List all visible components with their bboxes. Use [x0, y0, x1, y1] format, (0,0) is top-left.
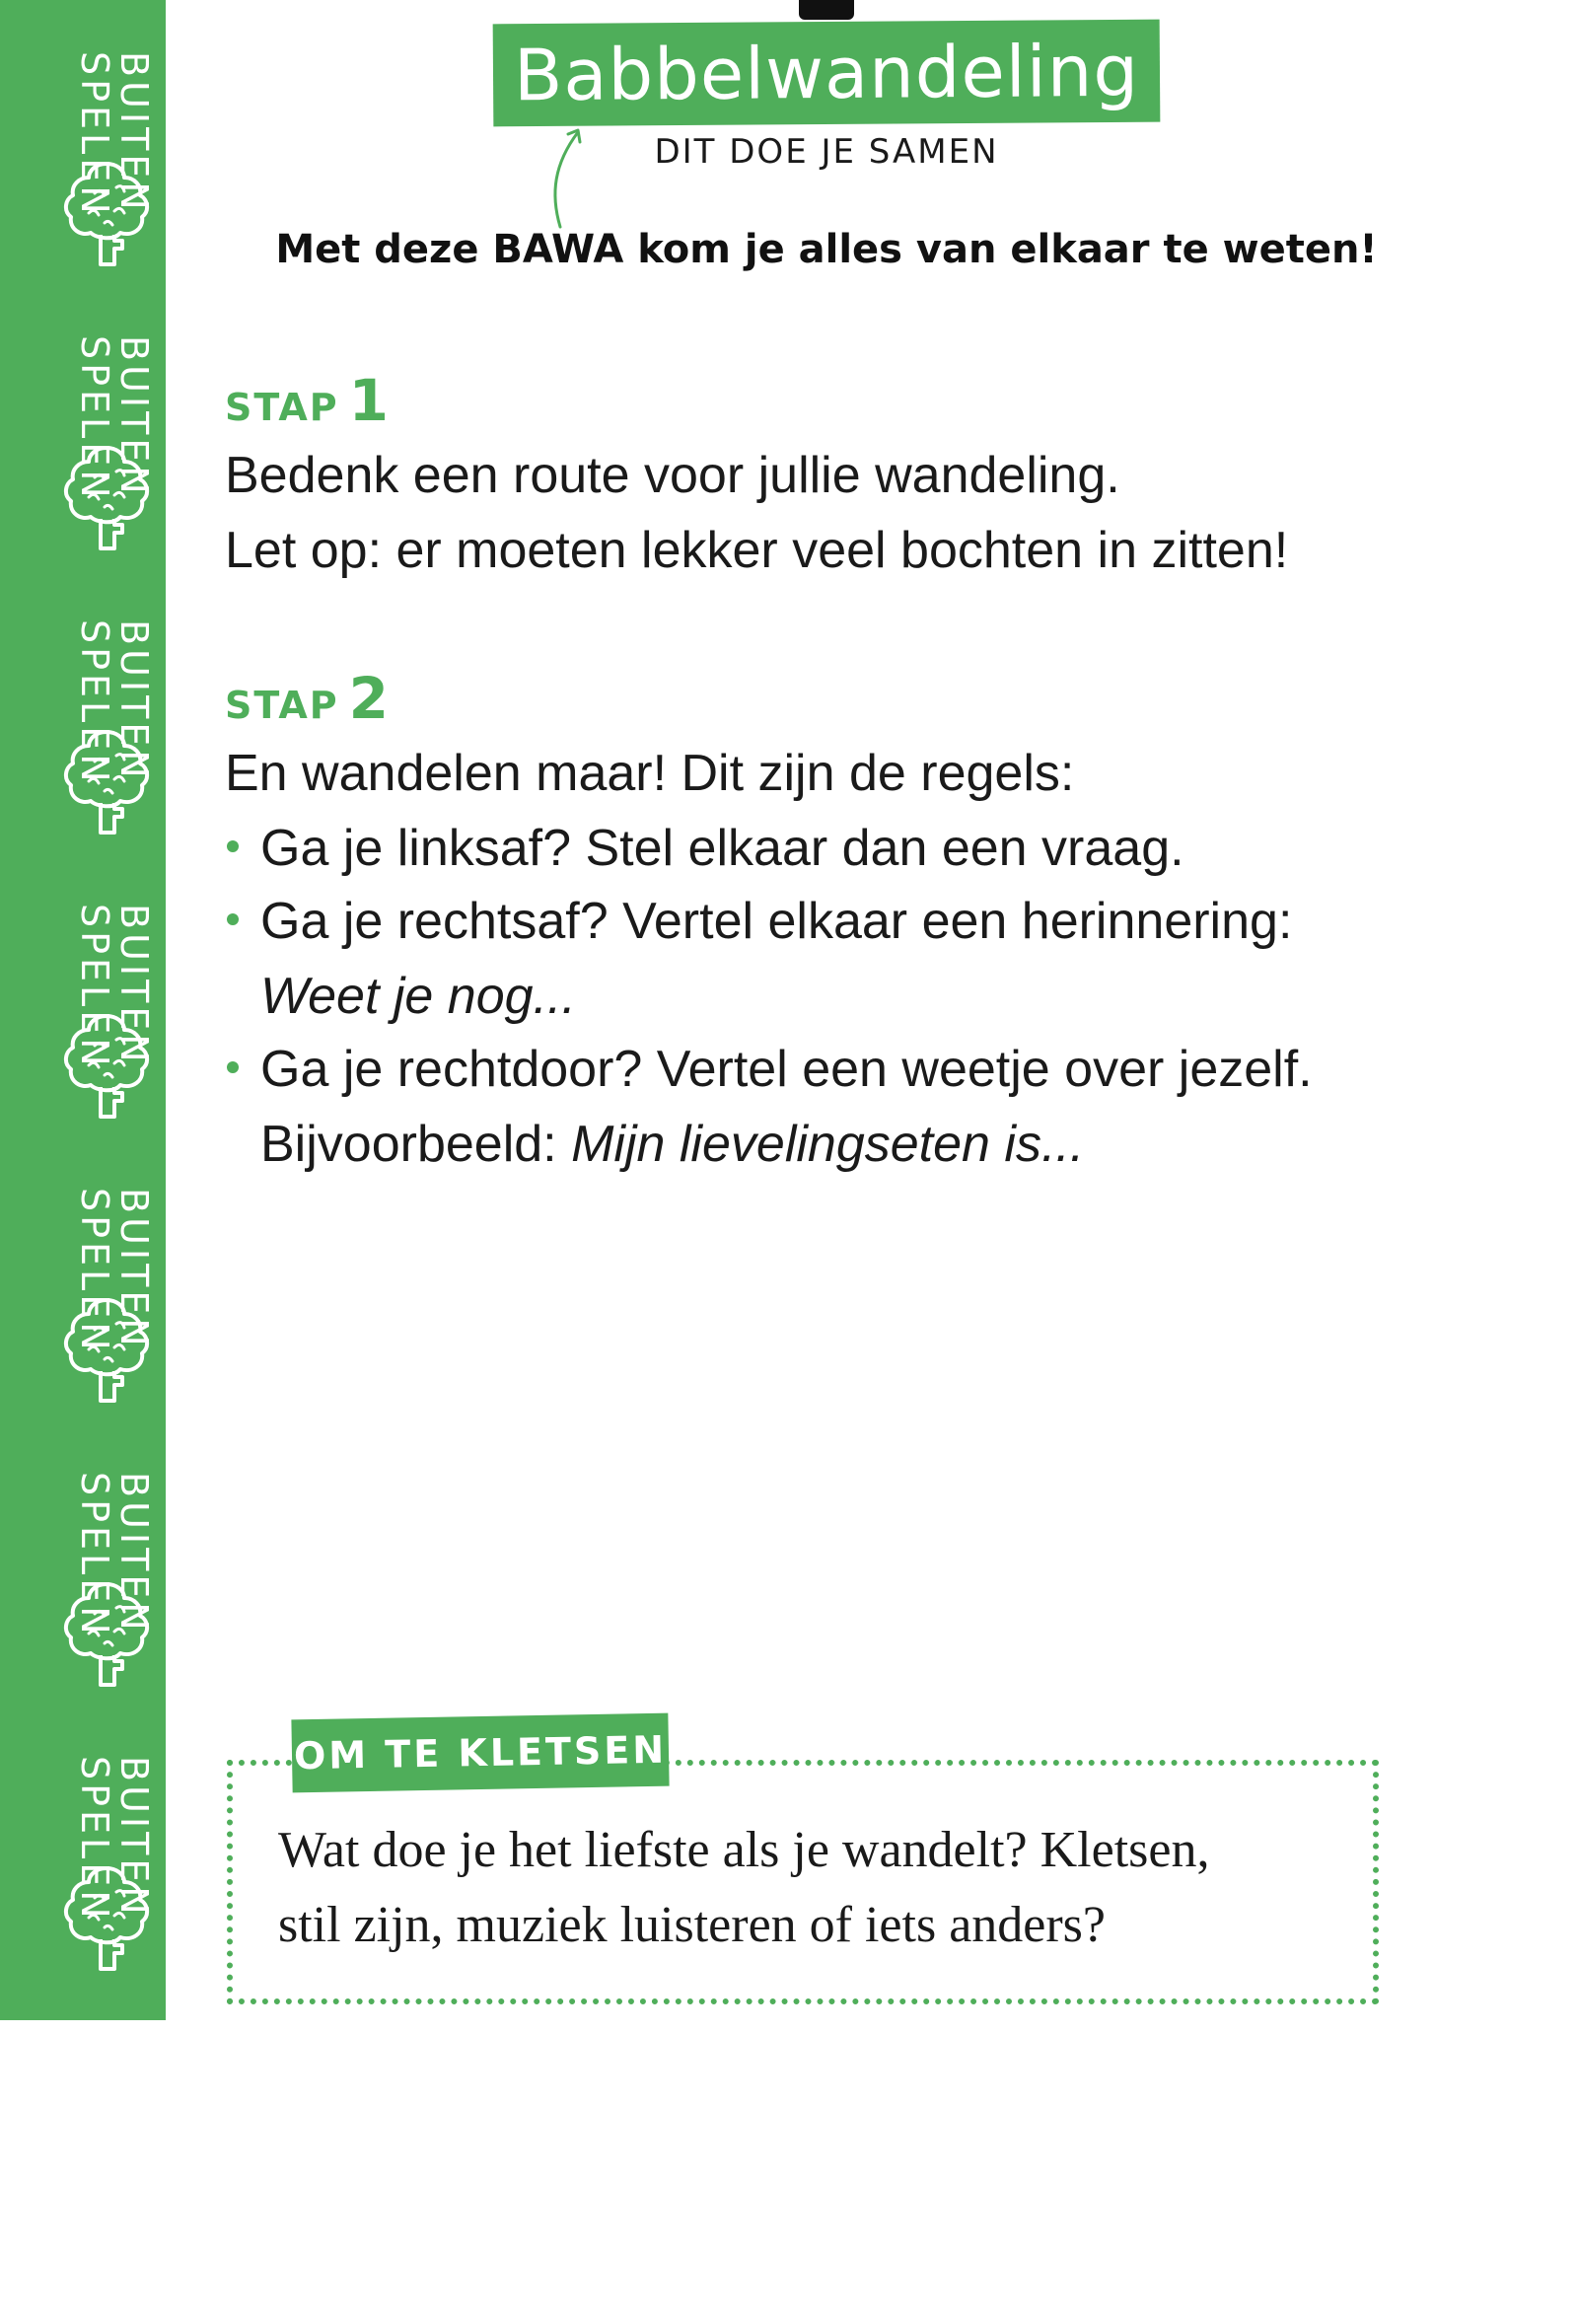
sidebar-label-line-2: SPELEN	[73, 1188, 116, 1354]
sidebar-strip-unit	[0, 335, 166, 619]
tree-icon	[59, 726, 154, 836]
step-1-heading	[225, 367, 389, 434]
sidebar-strip-unit	[0, 619, 166, 904]
step-1-line-1: Bedenk een route voor jullie wandeling.	[225, 447, 1120, 504]
rule-straight-example	[260, 1115, 1084, 1174]
rule-straight: Ga je rechtdoor? Vertel een weetje over jezelf.	[260, 1041, 1313, 1098]
rule-right-example: Weet je nog...	[260, 968, 576, 1025]
page-title: Babbelwandeling	[513, 29, 1140, 117]
sidebar-label-line-2: SPELEN	[73, 619, 116, 786]
chat-line-1: Wat doe je het liefste als je wandelt? Kletsen,	[278, 1822, 1210, 1878]
subtitle: DIT DOE JE SAMEN	[654, 132, 999, 172]
step-1-line-2: Let op: er moeten lekker veel bochten in zitten!	[225, 522, 1289, 579]
chat-label-banner	[291, 1713, 669, 1793]
sidebar-strip-unit	[0, 0, 166, 51]
chat-label: OM TE KLETSEN	[293, 1727, 668, 1779]
sidebar-strip-unit	[0, 904, 166, 1188]
title-banner	[493, 20, 1161, 127]
tree-icon	[59, 1294, 154, 1405]
step-2-label: STAP	[225, 684, 339, 727]
sidebar-label-line-1: BUITEN	[112, 2040, 156, 2203]
step-2-number: 2	[348, 665, 389, 732]
sidebar-label-line-2: SPELEN	[73, 904, 116, 1070]
sidebar-label-line-1: BUITEN	[112, 619, 156, 782]
sidebar-strip-unit	[0, 1756, 166, 2040]
arrow-icon	[540, 124, 590, 233]
sidebar-strip-unit	[0, 1188, 166, 1472]
bullet-dot	[227, 1061, 239, 1073]
top-tab-marker	[799, 0, 854, 20]
sidebar-strip-unit	[0, 1472, 166, 1756]
sidebar-label-line-1: BUITEN	[112, 335, 156, 498]
sidebar-strip-unit	[0, 51, 166, 335]
tree-icon	[59, 1862, 154, 1973]
example-prefix: Bijvoorbeeld:	[260, 1116, 572, 1173]
rule-left: Ga je linksaf? Stel elkaar dan een vraag.	[260, 820, 1184, 877]
rule-right: Ga je rechtsaf? Vertel elkaar een herinnering:	[260, 893, 1293, 950]
sidebar-strip	[0, 0, 166, 2207]
sidebar-label-line-2: SPELEN	[73, 1472, 116, 1638]
step-1-number: 1	[348, 367, 389, 434]
bullet-dot	[227, 913, 239, 925]
chat-line-2: stil zijn, muziek luisteren of iets anders?	[278, 1897, 1106, 1953]
tree-icon	[59, 1010, 154, 1121]
sidebar-strip-unit	[0, 2040, 166, 2324]
chat-box	[227, 1760, 1379, 2004]
tree-icon	[59, 1578, 154, 1689]
sidebar-label-line-2: SPELEN	[73, 51, 116, 218]
example-italic: Mijn lievelingseten is...	[571, 1116, 1085, 1173]
sidebar-label-line-1: BUITEN	[112, 1188, 156, 1350]
tree-icon	[59, 158, 154, 268]
step-2-heading	[225, 665, 389, 732]
sidebar-label-line-2: SPELEN	[73, 335, 116, 502]
sidebar-label	[16, 0, 154, 32]
sidebar-label-line-2	[75, 0, 114, 32]
step-1-label: STAP	[225, 386, 339, 429]
sidebar-label-line-2: SPELEN	[73, 2040, 116, 2207]
sidebar-label-line-2: SPELEN	[73, 1756, 116, 1923]
sidebar-label-line-1: BUITEN	[112, 904, 156, 1066]
sidebar-label-line-1	[114, 0, 154, 32]
sidebar-label-line-1: BUITEN	[112, 51, 156, 214]
tree-icon	[59, 2146, 154, 2257]
sidebar-label-line-1: BUITEN	[112, 1472, 156, 1634]
step-2-intro: En wandelen maar! Dit zijn de regels:	[225, 745, 1075, 802]
bullet-dot	[227, 840, 239, 852]
sidebar-label-line-1: BUITEN	[112, 1756, 156, 1919]
tagline: Met deze BAWA kom je alles van elkaar te weten!	[275, 227, 1378, 272]
tree-icon	[59, 442, 154, 552]
